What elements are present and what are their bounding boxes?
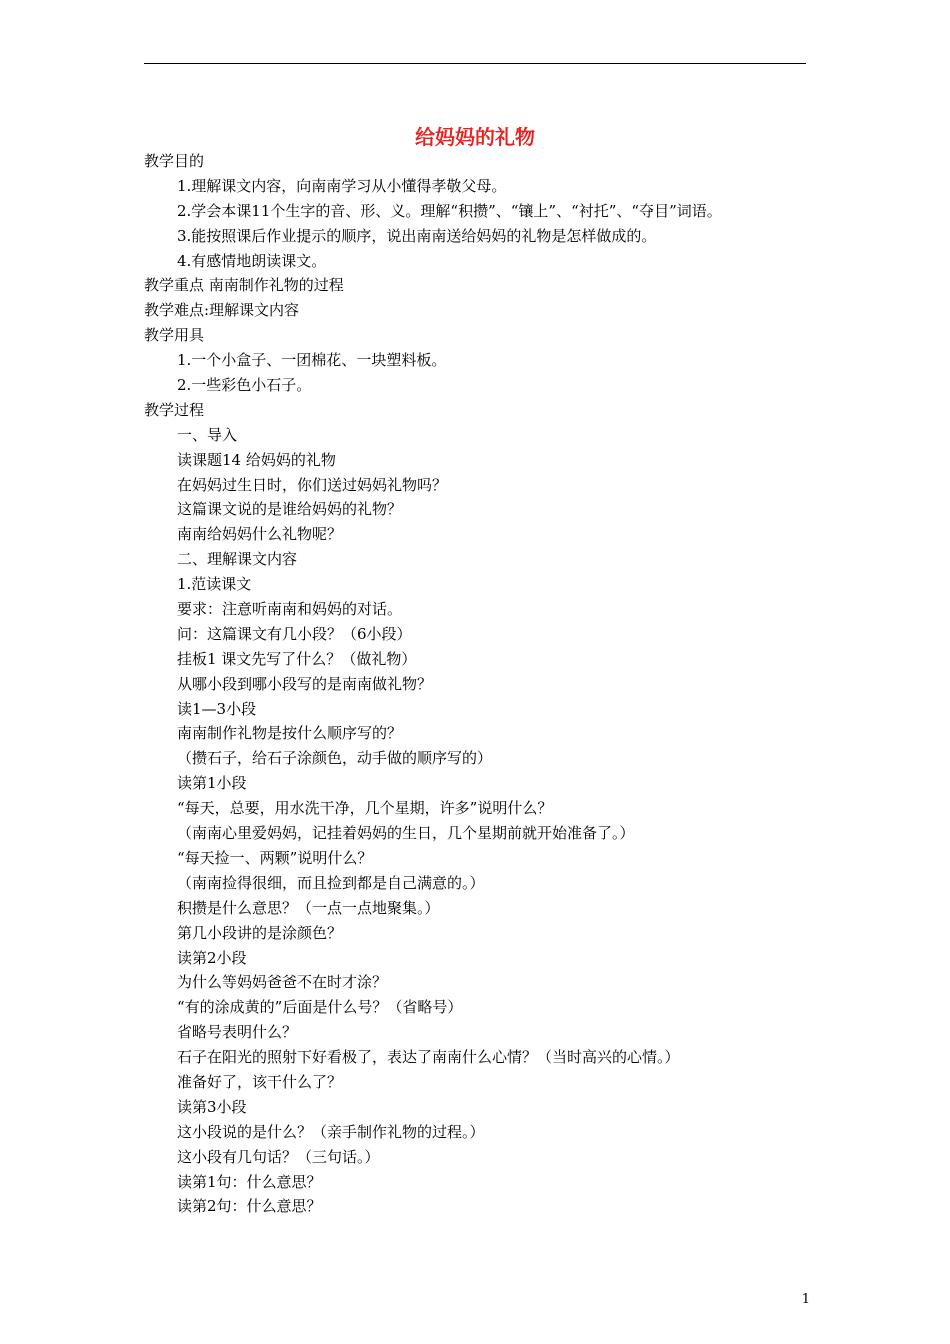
body-line: 1.一个小盒子、一团棉花、一块塑料板。 — [177, 351, 447, 370]
body-line: 从哪小段到哪小段写的是南南做礼物？ — [177, 674, 433, 693]
body-line: 南南制作礼物是按什么顺序写的？ — [177, 724, 403, 743]
body-line: 二、理解课文内容 — [177, 550, 298, 569]
body-line: 这小段有几句话？（三句话。） — [177, 1147, 380, 1166]
body-line: 读第1句：什么意思？ — [177, 1172, 322, 1191]
body-line: 1.理解课文内容，向南南学习从小懂得孝敬父母。 — [177, 176, 507, 195]
body-line: 第几小段讲的是涂颜色？ — [177, 923, 343, 942]
body-line: 4.有感情地朗读课文。 — [177, 251, 327, 270]
body-line: 这小段说的是什么？（亲手制作礼物的过程。） — [177, 1122, 485, 1141]
body-line: 在妈妈过生日时，你们送过妈妈礼物吗？ — [177, 475, 448, 494]
body-line: “每天，总要，用水洗干净，几个星期，许多”说明什么？ — [177, 799, 553, 818]
body-line: （攒石子，给石子涂颜色，动手做的顺序写的） — [177, 749, 493, 768]
body-line: 准备好了，该干什么了？ — [177, 1072, 343, 1091]
section-heading: 教学重点 南南制作礼物的过程 — [144, 276, 344, 295]
body-line: 积攒是什么意思？（一点一点地聚集。） — [177, 898, 440, 917]
body-line: 1.范读课文 — [177, 575, 252, 594]
body-line: 为什么等妈妈爸爸不在时才涂？ — [177, 973, 388, 992]
body-line: 2.一些彩色小石子。 — [177, 376, 312, 395]
body-line: 省略号表明什么？ — [177, 1023, 298, 1042]
body-line: （南南心里爱妈妈，记挂着妈妈的生日，几个星期前就开始准备了。） — [177, 824, 635, 843]
section-heading: 教学过程 — [144, 400, 205, 419]
body-line: 问：这篇课文有几小段？（6小段） — [177, 624, 412, 643]
body-line: 石子在阳光的照射下好看极了，表达了南南什么心情？（当时高兴的心情。） — [177, 1048, 680, 1067]
body-line: （南南捡得很细，而且捡到都是自己满意的。） — [177, 873, 485, 892]
body-line: 一、导入 — [177, 425, 238, 444]
body-line: 3.能按照课后作业提示的顺序，说出南南送给妈妈的礼物是怎样做成的。 — [177, 226, 657, 245]
body-line: 挂板1 课文先写了什么？（做礼物） — [177, 649, 417, 668]
body-line: 读第2句：什么意思？ — [177, 1197, 322, 1216]
section-heading: 教学难点:理解课文内容 — [144, 301, 300, 320]
body-line: 读第2小段 — [177, 948, 247, 967]
body-line: 读课题14 给妈妈的礼物 — [177, 450, 336, 469]
section-heading: 教学目的 — [144, 152, 205, 170]
body-line: “每天捡一、两颗”说明什么？ — [177, 848, 373, 867]
document-title: 给妈妈的礼物 — [415, 125, 535, 149]
body-line: 读第3小段 — [177, 1097, 247, 1116]
section-heading: 教学用具 — [144, 326, 205, 345]
page-number: 1 — [801, 1292, 810, 1307]
header-rule — [144, 63, 806, 64]
body-line: 读第1小段 — [177, 774, 247, 793]
body-line: 这篇课文说的是谁给妈妈的礼物？ — [177, 500, 403, 519]
body-line: 2.学会本课11个生字的音、形、义。理解“积攒”、“镶上”、“衬托”、“夺目”词语。 — [177, 201, 722, 220]
body-line: 南南给妈妈什么礼物呢？ — [177, 525, 343, 544]
body-line: 读1—3小段 — [177, 699, 257, 718]
body-line: “有的涂成黄的”后面是什么号？（省略号） — [177, 998, 463, 1017]
body-line: 要求：注意听南南和妈妈的对话。 — [177, 600, 403, 619]
document-body — [144, 149, 814, 1219]
